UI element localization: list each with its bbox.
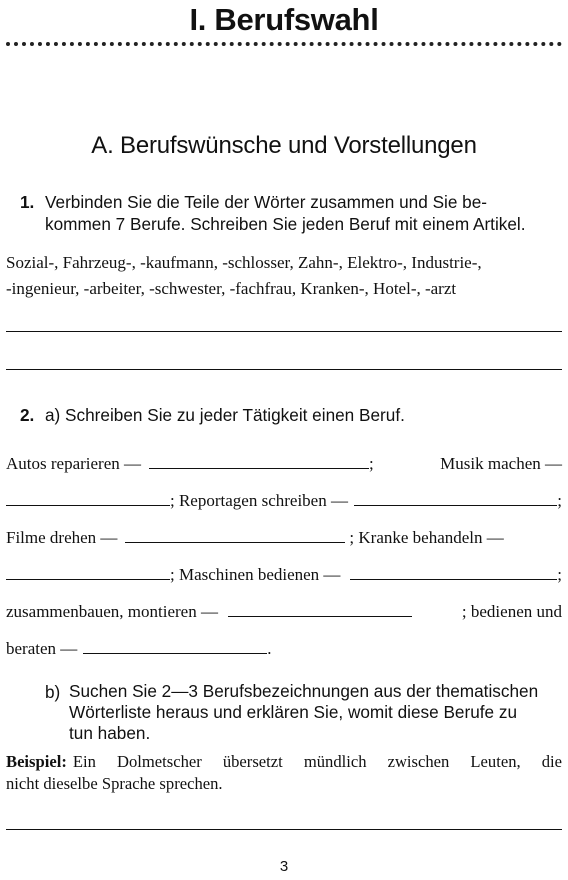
blank-zusammenbauen[interactable]	[228, 600, 412, 617]
blank-kranke[interactable]	[6, 563, 170, 580]
activity-maschinen: ; Maschinen bedienen —	[170, 565, 341, 584]
task2b-line3: tun haben.	[69, 723, 151, 743]
activity-row-1	[6, 452, 562, 474]
example-text-2: nicht dieselbe Sprache sprechen.	[6, 774, 223, 793]
task1-instruction	[45, 191, 565, 235]
semicolon: ;	[557, 491, 562, 510]
dotted-divider	[6, 42, 562, 46]
task2b-instruction	[69, 681, 565, 744]
activity-row-2	[6, 489, 562, 511]
blank-filme[interactable]	[125, 526, 345, 543]
semicolon: ;	[557, 565, 562, 584]
task2b-line2: Wörterliste heraus und erklären Sie, womit diese Berufe zu	[69, 702, 518, 722]
task2b-label: b)	[45, 682, 61, 702]
task2a-instruction: a) Schreiben Sie zu jeder Tätigkeit einen Beruf.	[45, 405, 405, 425]
task1-number: 1.	[20, 192, 35, 212]
word-parts-line2: -ingenieur, -arbeiter, -schwester, -fachfrau, Kranken-, Hotel-, -arzt	[6, 279, 457, 298]
task1-instruction-line2: kommen 7 Berufe. Schreiben Sie jeden Beruf mit einem Artikel.	[45, 214, 526, 234]
activity-bedienen-und: ; bedienen und	[461, 602, 562, 621]
activity-kranke: ; Kranke behandeln —	[349, 528, 504, 547]
period: .	[267, 639, 272, 658]
blank-autos[interactable]	[149, 452, 369, 469]
answer-line-2[interactable]	[6, 369, 562, 370]
example	[6, 751, 562, 795]
task2b-line1: Suchen Sie 2—3 Berufsbezeichnungen aus der thematischen	[69, 681, 539, 701]
answer-line-3[interactable]	[6, 829, 562, 830]
activity-row-5	[6, 600, 562, 622]
semicolon: ;	[369, 454, 374, 473]
example-label: Beispiel:	[6, 752, 67, 771]
activity-autos: Autos reparieren —	[6, 454, 142, 473]
page-number: 3	[279, 858, 289, 875]
word-parts	[6, 250, 482, 302]
activity-zusammenbauen: zusammenbauen, montieren —	[6, 602, 218, 621]
activity-row-4	[6, 563, 562, 585]
word-parts-line1: Sozial-, Fahrzeug-, -kaufmann, -schlosser, Zahn-, Elektro-, Industrie-,	[6, 253, 482, 272]
activity-row-6	[6, 637, 562, 659]
activity-musik: Musik machen —	[440, 454, 562, 473]
activity-reportagen: ; Reportagen schreiben —	[170, 491, 348, 510]
task2-number: 2.	[20, 405, 35, 425]
answer-line-1[interactable]	[6, 331, 562, 332]
blank-beraten[interactable]	[83, 637, 267, 654]
blank-reportagen[interactable]	[354, 489, 557, 506]
activity-beraten: beraten —	[6, 639, 78, 658]
example-text-1: Ein Dolmetscher übersetzt mündlich zwischen Leuten, die	[72, 752, 562, 771]
task1-instruction-line1: Verbinden Sie die Teile der Wörter zusammen und Sie be-	[45, 192, 488, 212]
blank-maschinen[interactable]	[350, 563, 557, 580]
activity-filme: Filme drehen —	[6, 528, 118, 547]
section-title: A. Berufswünsche und Vorstellungen	[91, 132, 477, 159]
chapter-title: I. Berufswahl	[189, 2, 379, 37]
blank-musik[interactable]	[6, 489, 170, 506]
activity-row-3	[6, 526, 562, 548]
example-line1	[6, 751, 562, 773]
